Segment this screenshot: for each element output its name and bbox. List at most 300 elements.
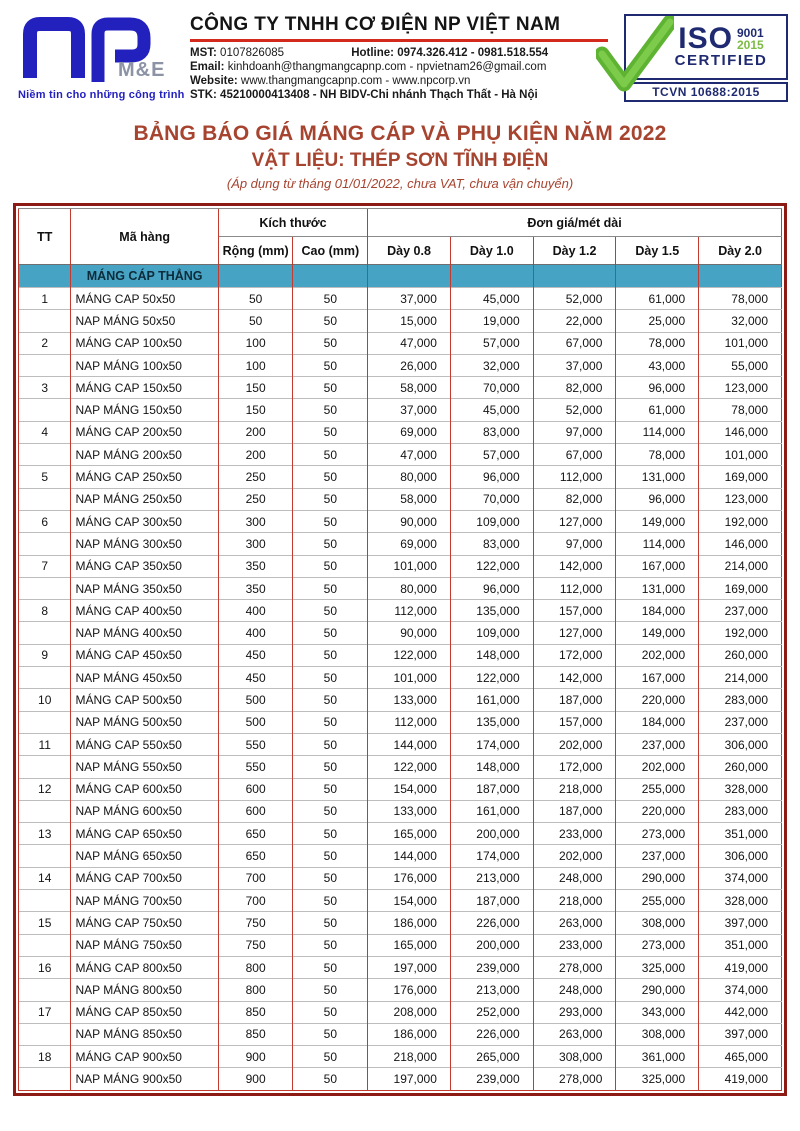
price-cell-day-4: 123,000 xyxy=(699,488,782,510)
row-index-cell: 17 xyxy=(19,1001,71,1023)
price-cell-day-4: 146,000 xyxy=(699,421,782,443)
width-cell: 750 xyxy=(218,912,293,934)
height-cell: 50 xyxy=(293,600,368,622)
product-code-cell: MÁNG CAP 650x50 xyxy=(71,823,218,845)
section-empty-cell xyxy=(293,265,368,288)
width-cell: 600 xyxy=(218,778,293,800)
table-row xyxy=(19,399,782,421)
row-index-cell: 13 xyxy=(19,823,71,845)
price-cell-day-4: 351,000 xyxy=(699,934,782,956)
height-cell: 50 xyxy=(293,956,368,978)
price-cell-day-0: 90,000 xyxy=(368,510,451,532)
width-cell: 400 xyxy=(218,600,293,622)
price-cell-day-1: 109,000 xyxy=(450,622,533,644)
price-cell-day-1: 109,000 xyxy=(450,510,533,532)
width-cell: 900 xyxy=(218,1068,293,1090)
width-cell: 550 xyxy=(218,756,293,778)
price-cell-day-2: 278,000 xyxy=(533,1068,616,1090)
price-cell-day-4: 78,000 xyxy=(699,399,782,421)
mst-value: 0107826085 xyxy=(220,47,285,59)
product-code-cell: MÁNG CAP 350x50 xyxy=(71,555,218,577)
website-label: Website: xyxy=(190,75,238,87)
product-code-cell: NAP MÁNG 550x50 xyxy=(71,756,218,778)
table-row xyxy=(19,644,782,666)
price-cell-day-1: 200,000 xyxy=(450,823,533,845)
height-cell: 50 xyxy=(293,533,368,555)
price-cell-day-4: 374,000 xyxy=(699,979,782,1001)
table-row xyxy=(19,488,782,510)
height-cell: 50 xyxy=(293,667,368,689)
document-title-block xyxy=(0,122,800,191)
stk-label: STK: xyxy=(190,89,217,101)
price-table-frame xyxy=(13,203,787,1096)
np-logo-icon xyxy=(18,12,186,88)
table-row xyxy=(19,577,782,599)
price-cell-day-1: 135,000 xyxy=(450,711,533,733)
row-index-cell xyxy=(19,979,71,1001)
section-title: MÁNG CÁP THẲNG xyxy=(71,265,218,288)
red-divider xyxy=(190,39,608,42)
price-cell-day-0: 218,000 xyxy=(368,1046,451,1068)
row-index-cell: 12 xyxy=(19,778,71,800)
price-cell-day-4: 351,000 xyxy=(699,823,782,845)
row-index-cell xyxy=(19,533,71,555)
row-index-cell: 15 xyxy=(19,912,71,934)
width-cell: 450 xyxy=(218,667,293,689)
section-empty-cell xyxy=(218,265,293,288)
price-cell-day-2: 52,000 xyxy=(533,288,616,310)
price-cell-day-2: 187,000 xyxy=(533,800,616,822)
width-cell: 800 xyxy=(218,956,293,978)
product-code-cell: MÁNG CAP 500x50 xyxy=(71,689,218,711)
section-header-row xyxy=(19,265,782,288)
width-cell: 900 xyxy=(218,1046,293,1068)
height-cell: 50 xyxy=(293,377,368,399)
price-cell-day-3: 78,000 xyxy=(616,444,699,466)
price-cell-day-3: 96,000 xyxy=(616,377,699,399)
price-cell-day-2: 248,000 xyxy=(533,979,616,1001)
height-cell: 50 xyxy=(293,1068,368,1090)
price-cell-day-3: 167,000 xyxy=(616,555,699,577)
price-cell-day-1: 70,000 xyxy=(450,488,533,510)
product-code-cell: NAP MÁNG 600x50 xyxy=(71,800,218,822)
width-cell: 450 xyxy=(218,644,293,666)
height-cell: 50 xyxy=(293,711,368,733)
hotline-value: 0974.326.412 - 0981.518.554 xyxy=(397,47,549,59)
price-cell-day-0: 144,000 xyxy=(368,845,451,867)
product-code-cell: NAP MÁNG 500x50 xyxy=(71,711,218,733)
width-cell: 700 xyxy=(218,867,293,889)
price-cell-day-4: 123,000 xyxy=(699,377,782,399)
price-cell-day-0: 197,000 xyxy=(368,1068,451,1090)
price-cell-day-1: 213,000 xyxy=(450,979,533,1001)
row-index-cell: 4 xyxy=(19,421,71,443)
row-index-cell xyxy=(19,845,71,867)
width-cell: 250 xyxy=(218,488,293,510)
header-tt: TT xyxy=(19,209,71,265)
product-code-cell: MÁNG CAP 600x50 xyxy=(71,778,218,800)
width-cell: 300 xyxy=(218,510,293,532)
width-cell: 300 xyxy=(218,533,293,555)
price-table-body xyxy=(19,265,782,1091)
price-cell-day-0: 101,000 xyxy=(368,667,451,689)
product-code-cell: MÁNG CAP 50x50 xyxy=(71,288,218,310)
width-cell: 650 xyxy=(218,823,293,845)
price-cell-day-1: 174,000 xyxy=(450,733,533,755)
height-cell: 50 xyxy=(293,912,368,934)
section-empty-cell xyxy=(19,265,71,288)
width-cell: 50 xyxy=(218,288,293,310)
price-cell-day-3: 290,000 xyxy=(616,867,699,889)
price-cell-day-1: 252,000 xyxy=(450,1001,533,1023)
height-cell: 50 xyxy=(293,466,368,488)
hotline-label: Hotline: xyxy=(351,47,395,59)
price-cell-day-4: 78,000 xyxy=(699,288,782,310)
table-row xyxy=(19,979,782,1001)
price-cell-day-0: 208,000 xyxy=(368,1001,451,1023)
table-row xyxy=(19,622,782,644)
price-cell-day-1: 161,000 xyxy=(450,689,533,711)
height-cell: 50 xyxy=(293,1023,368,1045)
price-cell-day-2: 293,000 xyxy=(533,1001,616,1023)
price-cell-day-3: 361,000 xyxy=(616,1046,699,1068)
price-cell-day-0: 144,000 xyxy=(368,733,451,755)
price-cell-day-4: 283,000 xyxy=(699,800,782,822)
row-index-cell: 9 xyxy=(19,644,71,666)
height-cell: 50 xyxy=(293,444,368,466)
price-cell-day-2: 97,000 xyxy=(533,533,616,555)
table-row xyxy=(19,733,782,755)
width-cell: 50 xyxy=(218,310,293,332)
price-cell-day-3: 290,000 xyxy=(616,979,699,1001)
page-header xyxy=(0,0,800,108)
product-code-cell: MÁNG CAP 700x50 xyxy=(71,867,218,889)
width-cell: 650 xyxy=(218,845,293,867)
product-code-cell: NAP MÁNG 50x50 xyxy=(71,310,218,332)
price-cell-day-4: 306,000 xyxy=(699,845,782,867)
height-cell: 50 xyxy=(293,1001,368,1023)
width-cell: 850 xyxy=(218,1023,293,1045)
product-code-cell: MÁNG CAP 100x50 xyxy=(71,332,218,354)
height-cell: 50 xyxy=(293,555,368,577)
price-cell-day-0: 197,000 xyxy=(368,956,451,978)
table-row xyxy=(19,444,782,466)
header-ma-hang: Mã hàng xyxy=(71,209,218,265)
price-cell-day-0: 112,000 xyxy=(368,711,451,733)
price-cell-day-0: 122,000 xyxy=(368,756,451,778)
row-index-cell xyxy=(19,800,71,822)
price-cell-day-2: 218,000 xyxy=(533,778,616,800)
price-cell-day-3: 184,000 xyxy=(616,600,699,622)
price-cell-day-1: 83,000 xyxy=(450,533,533,555)
section-empty-cell xyxy=(450,265,533,288)
table-header-row-1 xyxy=(19,209,782,237)
row-index-cell xyxy=(19,667,71,689)
table-row xyxy=(19,288,782,310)
price-cell-day-2: 97,000 xyxy=(533,421,616,443)
price-cell-day-2: 157,000 xyxy=(533,600,616,622)
contact-line-stk xyxy=(190,89,602,103)
website-value: www.thangmangcapnp.com - www.npcorp.vn xyxy=(240,75,471,87)
price-cell-day-2: 187,000 xyxy=(533,689,616,711)
product-code-cell: NAP MÁNG 100x50 xyxy=(71,354,218,376)
price-cell-day-2: 82,000 xyxy=(533,377,616,399)
price-cell-day-0: 90,000 xyxy=(368,622,451,644)
price-cell-day-3: 149,000 xyxy=(616,622,699,644)
price-cell-day-0: 165,000 xyxy=(368,934,451,956)
table-row xyxy=(19,377,782,399)
table-row xyxy=(19,867,782,889)
header-don-gia: Đơn giá/mét dài xyxy=(368,209,782,237)
table-row xyxy=(19,823,782,845)
row-index-cell xyxy=(19,890,71,912)
price-cell-day-2: 82,000 xyxy=(533,488,616,510)
table-row xyxy=(19,1046,782,1068)
price-cell-day-0: 26,000 xyxy=(368,354,451,376)
width-cell: 200 xyxy=(218,421,293,443)
height-cell: 50 xyxy=(293,867,368,889)
contact-info xyxy=(190,47,602,103)
row-index-cell xyxy=(19,577,71,599)
price-cell-day-2: 127,000 xyxy=(533,510,616,532)
product-code-cell: MÁNG CAP 150x50 xyxy=(71,377,218,399)
price-cell-day-3: 167,000 xyxy=(616,667,699,689)
company-info xyxy=(190,14,602,103)
height-cell: 50 xyxy=(293,510,368,532)
page-subtitle: VẬT LIỆU: THÉP SƠN TĨNH ĐIỆN xyxy=(251,150,549,171)
price-cell-day-0: 101,000 xyxy=(368,555,451,577)
email-label: Email: xyxy=(190,61,225,73)
width-cell: 350 xyxy=(218,555,293,577)
price-cell-day-3: 43,000 xyxy=(616,354,699,376)
width-cell: 150 xyxy=(218,399,293,421)
height-cell: 50 xyxy=(293,288,368,310)
row-index-cell xyxy=(19,488,71,510)
price-cell-day-0: 176,000 xyxy=(368,979,451,1001)
logo-sub-label: M&E xyxy=(118,59,166,81)
price-table xyxy=(18,208,782,1091)
table-row xyxy=(19,667,782,689)
price-cell-day-0: 37,000 xyxy=(368,288,451,310)
table-row xyxy=(19,845,782,867)
height-cell: 50 xyxy=(293,890,368,912)
price-cell-day-4: 146,000 xyxy=(699,533,782,555)
price-cell-day-3: 202,000 xyxy=(616,756,699,778)
row-index-cell: 1 xyxy=(19,288,71,310)
price-cell-day-0: 133,000 xyxy=(368,800,451,822)
price-cell-day-0: 133,000 xyxy=(368,689,451,711)
height-cell: 50 xyxy=(293,733,368,755)
price-cell-day-2: 112,000 xyxy=(533,466,616,488)
height-cell: 50 xyxy=(293,800,368,822)
price-cell-day-4: 237,000 xyxy=(699,600,782,622)
price-cell-day-3: 220,000 xyxy=(616,689,699,711)
price-cell-day-1: 174,000 xyxy=(450,845,533,867)
price-cell-day-4: 214,000 xyxy=(699,667,782,689)
row-index-cell: 16 xyxy=(19,956,71,978)
price-cell-day-2: 142,000 xyxy=(533,667,616,689)
section-empty-cell xyxy=(533,265,616,288)
price-cell-day-3: 237,000 xyxy=(616,845,699,867)
price-cell-day-1: 239,000 xyxy=(450,956,533,978)
price-cell-day-4: 237,000 xyxy=(699,711,782,733)
price-cell-day-4: 465,000 xyxy=(699,1046,782,1068)
price-cell-day-3: 237,000 xyxy=(616,733,699,755)
table-row xyxy=(19,466,782,488)
section-empty-cell xyxy=(616,265,699,288)
product-code-cell: MÁNG CAP 400x50 xyxy=(71,600,218,622)
price-cell-day-4: 101,000 xyxy=(699,332,782,354)
price-cell-day-4: 55,000 xyxy=(699,354,782,376)
price-cell-day-1: 187,000 xyxy=(450,890,533,912)
price-cell-day-4: 169,000 xyxy=(699,577,782,599)
price-cell-day-1: 70,000 xyxy=(450,377,533,399)
height-cell: 50 xyxy=(293,934,368,956)
price-cell-day-1: 135,000 xyxy=(450,600,533,622)
height-cell: 50 xyxy=(293,421,368,443)
price-cell-day-0: 154,000 xyxy=(368,890,451,912)
price-cell-day-2: 172,000 xyxy=(533,756,616,778)
price-cell-day-3: 131,000 xyxy=(616,466,699,488)
width-cell: 250 xyxy=(218,466,293,488)
height-cell: 50 xyxy=(293,644,368,666)
price-cell-day-2: 52,000 xyxy=(533,399,616,421)
contact-line-website xyxy=(190,75,602,89)
height-cell: 50 xyxy=(293,310,368,332)
price-cell-day-4: 397,000 xyxy=(699,912,782,934)
price-cell-day-4: 260,000 xyxy=(699,756,782,778)
price-cell-day-4: 374,000 xyxy=(699,867,782,889)
email-value: kinhdoanh@thangmangcapnp.com - npvietnam26@gmail.com xyxy=(227,61,547,73)
price-cell-day-1: 161,000 xyxy=(450,800,533,822)
price-cell-day-1: 45,000 xyxy=(450,399,533,421)
price-cell-day-3: 78,000 xyxy=(616,332,699,354)
price-cell-day-3: 202,000 xyxy=(616,644,699,666)
row-index-cell xyxy=(19,756,71,778)
row-index-cell: 10 xyxy=(19,689,71,711)
table-row xyxy=(19,1001,782,1023)
price-cell-day-0: 80,000 xyxy=(368,466,451,488)
table-row xyxy=(19,800,782,822)
price-cell-day-3: 308,000 xyxy=(616,1023,699,1045)
height-cell: 50 xyxy=(293,845,368,867)
table-row xyxy=(19,421,782,443)
table-row xyxy=(19,354,782,376)
price-cell-day-0: 112,000 xyxy=(368,600,451,622)
row-index-cell: 14 xyxy=(19,867,71,889)
price-cell-day-1: 83,000 xyxy=(450,421,533,443)
table-row xyxy=(19,912,782,934)
product-code-cell: NAP MÁNG 200x50 xyxy=(71,444,218,466)
price-cell-day-0: 47,000 xyxy=(368,444,451,466)
price-cell-day-0: 15,000 xyxy=(368,310,451,332)
product-code-cell: MÁNG CAP 750x50 xyxy=(71,912,218,934)
row-index-cell xyxy=(19,622,71,644)
table-row xyxy=(19,934,782,956)
price-cell-day-0: 186,000 xyxy=(368,1023,451,1045)
company-logo xyxy=(18,12,186,104)
iso-certified-badge xyxy=(598,8,790,102)
price-cell-day-0: 154,000 xyxy=(368,778,451,800)
table-row xyxy=(19,533,782,555)
price-cell-day-4: 306,000 xyxy=(699,733,782,755)
header-day-20: Dày 2.0 xyxy=(699,237,782,265)
price-cell-day-4: 32,000 xyxy=(699,310,782,332)
table-row xyxy=(19,890,782,912)
width-cell: 200 xyxy=(218,444,293,466)
price-cell-day-2: 112,000 xyxy=(533,577,616,599)
price-cell-day-2: 218,000 xyxy=(533,890,616,912)
price-cell-day-4: 260,000 xyxy=(699,644,782,666)
table-row xyxy=(19,711,782,733)
header-day-12: Dày 1.2 xyxy=(533,237,616,265)
price-cell-day-2: 22,000 xyxy=(533,310,616,332)
price-cell-day-2: 308,000 xyxy=(533,1046,616,1068)
price-cell-day-4: 419,000 xyxy=(699,1068,782,1090)
price-cell-day-4: 397,000 xyxy=(699,1023,782,1045)
width-cell: 100 xyxy=(218,354,293,376)
stk-value: 45210000413408 - NH BIDV-Chi nhánh Thạch Thất - Hà Nội xyxy=(220,89,538,101)
section-empty-cell xyxy=(699,265,782,288)
product-code-cell: NAP MÁNG 750x50 xyxy=(71,934,218,956)
width-cell: 600 xyxy=(218,800,293,822)
price-cell-day-1: 19,000 xyxy=(450,310,533,332)
price-cell-day-3: 255,000 xyxy=(616,890,699,912)
price-cell-day-1: 239,000 xyxy=(450,1068,533,1090)
price-cell-day-1: 148,000 xyxy=(450,756,533,778)
height-cell: 50 xyxy=(293,577,368,599)
product-code-cell: MÁNG CAP 250x50 xyxy=(71,466,218,488)
price-cell-day-2: 248,000 xyxy=(533,867,616,889)
product-code-cell: NAP MÁNG 150x50 xyxy=(71,399,218,421)
price-cell-day-1: 213,000 xyxy=(450,867,533,889)
product-code-cell: NAP MÁNG 450x50 xyxy=(71,667,218,689)
price-cell-day-2: 202,000 xyxy=(533,845,616,867)
price-cell-day-2: 263,000 xyxy=(533,1023,616,1045)
logo-tagline: Niềm tin cho những công trình xyxy=(18,89,185,101)
width-cell: 500 xyxy=(218,711,293,733)
iso-standard-2015: 2015 xyxy=(736,38,764,52)
price-cell-day-3: 149,000 xyxy=(616,510,699,532)
price-cell-day-0: 47,000 xyxy=(368,332,451,354)
price-cell-day-4: 192,000 xyxy=(699,622,782,644)
table-row xyxy=(19,510,782,532)
product-code-cell: NAP MÁNG 900x50 xyxy=(71,1068,218,1090)
product-code-cell: MÁNG CAP 850x50 xyxy=(71,1001,218,1023)
height-cell: 50 xyxy=(293,399,368,421)
product-code-cell: MÁNG CAP 300x50 xyxy=(71,510,218,532)
table-row xyxy=(19,555,782,577)
height-cell: 50 xyxy=(293,689,368,711)
price-cell-day-2: 278,000 xyxy=(533,956,616,978)
price-cell-day-4: 283,000 xyxy=(699,689,782,711)
price-cell-day-3: 255,000 xyxy=(616,778,699,800)
row-index-cell xyxy=(19,934,71,956)
table-row xyxy=(19,600,782,622)
width-cell: 700 xyxy=(218,890,293,912)
price-cell-day-3: 25,000 xyxy=(616,310,699,332)
height-cell: 50 xyxy=(293,823,368,845)
price-cell-day-3: 273,000 xyxy=(616,823,699,845)
price-cell-day-4: 214,000 xyxy=(699,555,782,577)
price-cell-day-2: 37,000 xyxy=(533,354,616,376)
height-cell: 50 xyxy=(293,778,368,800)
page-title: BẢNG BÁO GIÁ MÁNG CÁP VÀ PHỤ KIỆN NĂM 2022 xyxy=(133,122,667,145)
row-index-cell xyxy=(19,444,71,466)
price-cell-day-1: 187,000 xyxy=(450,778,533,800)
row-index-cell: 8 xyxy=(19,600,71,622)
price-cell-day-4: 419,000 xyxy=(699,956,782,978)
